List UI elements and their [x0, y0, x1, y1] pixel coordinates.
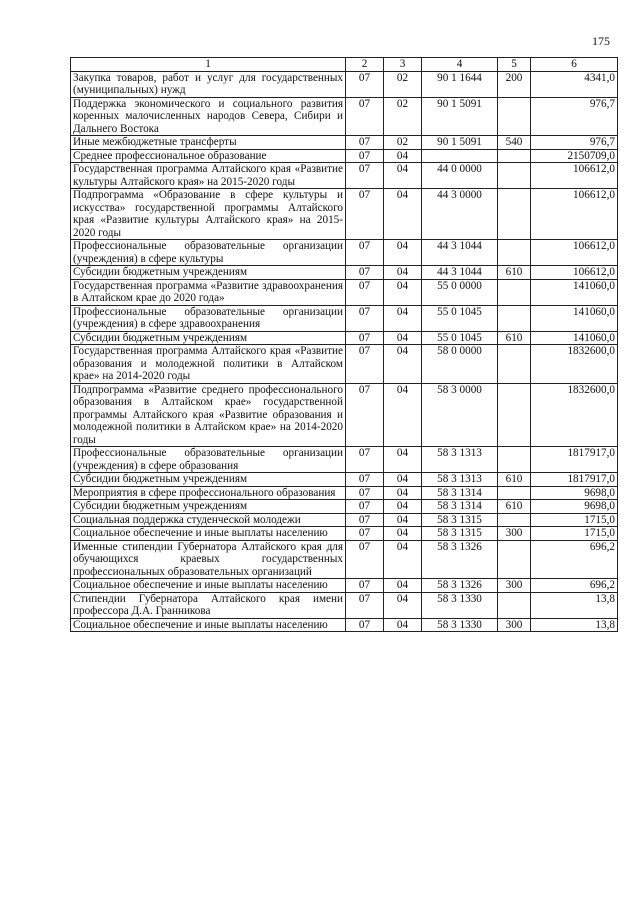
- row-name-cell: Государственная программа Алтайского края «Развитие культуры Алтайского края» на 2015-2020 годы: [71, 163, 346, 189]
- row-expense-type-cell: [498, 345, 531, 384]
- table-row: [71, 240, 618, 266]
- row-target-item-cell: 44 3 0000: [422, 189, 498, 240]
- row-subsection-cell: 04: [384, 447, 422, 473]
- table-row: [71, 345, 618, 384]
- row-subsection-cell: 04: [384, 189, 422, 240]
- row-amount-cell: 13,8: [531, 618, 618, 632]
- row-subsection-cell: 04: [384, 473, 422, 487]
- table-row: [71, 592, 618, 618]
- row-expense-type-cell: [498, 163, 531, 189]
- row-name-cell: Субсидии бюджетным учреждениям: [71, 266, 346, 280]
- table-row: [71, 149, 618, 163]
- row-amount-cell: 141060,0: [531, 305, 618, 331]
- row-name-cell: Иные межбюджетные трансферты: [71, 136, 346, 150]
- table-row: [71, 305, 618, 331]
- table-body: [71, 71, 618, 632]
- row-amount-cell: 1817917,0: [531, 447, 618, 473]
- header-cell-2: 2: [346, 58, 384, 72]
- row-subsection-cell: 04: [384, 579, 422, 593]
- row-amount-cell: 1715,0: [531, 513, 618, 527]
- row-name-cell: Социальное обеспечение и иные выплаты населению: [71, 618, 346, 632]
- row-name-cell: Субсидии бюджетным учреждениям: [71, 331, 346, 345]
- row-name-cell: Стипендии Губернатора Алтайского края имени профессора Д.А. Гранникова: [71, 592, 346, 618]
- table-row: [71, 331, 618, 345]
- row-section-cell: 07: [346, 486, 384, 500]
- row-subsection-cell: 04: [384, 527, 422, 541]
- row-amount-cell: 13,8: [531, 592, 618, 618]
- row-section-cell: 07: [346, 592, 384, 618]
- row-subsection-cell: 04: [384, 305, 422, 331]
- row-name-cell: Социальное обеспечение и иные выплаты населению: [71, 527, 346, 541]
- row-expense-type-cell: 610: [498, 266, 531, 280]
- row-amount-cell: 141060,0: [531, 331, 618, 345]
- row-name-cell: Закупка товаров, работ и услуг для государственных (муниципальных) нужд: [71, 71, 346, 97]
- table-row: [71, 618, 618, 632]
- header-cell-1: 1: [71, 58, 346, 72]
- table-row: [71, 136, 618, 150]
- row-target-item-cell: 58 3 1313: [422, 447, 498, 473]
- row-section-cell: 07: [346, 331, 384, 345]
- row-target-item-cell: 58 3 1314: [422, 486, 498, 500]
- row-expense-type-cell: [498, 513, 531, 527]
- row-target-item-cell: 58 3 1330: [422, 618, 498, 632]
- row-target-item-cell: 58 3 1315: [422, 527, 498, 541]
- row-amount-cell: 106612,0: [531, 163, 618, 189]
- row-subsection-cell: 04: [384, 163, 422, 189]
- row-name-cell: Среднее профессиональное образование: [71, 149, 346, 163]
- row-name-cell: Именные стипендии Губернатора Алтайского края для обучающихся краевых государственных профессиональных образовательных организаций: [71, 540, 346, 579]
- row-expense-type-cell: [498, 149, 531, 163]
- row-expense-type-cell: 540: [498, 136, 531, 150]
- row-name-cell: Социальная поддержка студенческой молодежи: [71, 513, 346, 527]
- row-expense-type-cell: 200: [498, 71, 531, 97]
- row-name-cell: Субсидии бюджетным учреждениям: [71, 473, 346, 487]
- row-subsection-cell: 02: [384, 71, 422, 97]
- row-amount-cell: 106612,0: [531, 189, 618, 240]
- row-amount-cell: 696,2: [531, 579, 618, 593]
- row-amount-cell: 976,7: [531, 97, 618, 136]
- row-amount-cell: 141060,0: [531, 279, 618, 305]
- row-subsection-cell: 04: [384, 345, 422, 384]
- row-name-cell: Субсидии бюджетным учреждениям: [71, 500, 346, 514]
- row-expense-type-cell: [498, 279, 531, 305]
- row-expense-type-cell: 300: [498, 527, 531, 541]
- header-cell-4: 4: [422, 58, 498, 72]
- header-cell-5: 5: [498, 58, 531, 72]
- table-row: [71, 163, 618, 189]
- row-section-cell: 07: [346, 513, 384, 527]
- table-row: [71, 279, 618, 305]
- row-section-cell: 07: [346, 579, 384, 593]
- table-row: [71, 540, 618, 579]
- row-expense-type-cell: [498, 383, 531, 447]
- row-section-cell: 07: [346, 527, 384, 541]
- row-section-cell: 07: [346, 266, 384, 280]
- table-row: [71, 513, 618, 527]
- row-subsection-cell: 04: [384, 266, 422, 280]
- row-target-item-cell: 90 1 5091: [422, 136, 498, 150]
- row-expense-type-cell: 610: [498, 331, 531, 345]
- table-row: [71, 579, 618, 593]
- row-expense-type-cell: 300: [498, 618, 531, 632]
- header-cell-3: 3: [384, 58, 422, 72]
- row-target-item-cell: [422, 149, 498, 163]
- budget-table: [70, 57, 618, 632]
- row-section-cell: 07: [346, 136, 384, 150]
- row-subsection-cell: 04: [384, 513, 422, 527]
- row-target-item-cell: 58 0 0000: [422, 345, 498, 384]
- row-amount-cell: 976,7: [531, 136, 618, 150]
- row-section-cell: 07: [346, 163, 384, 189]
- row-expense-type-cell: [498, 189, 531, 240]
- row-name-cell: Подпрограмма «Образование в сфере культуры и искусства» государственной программы Алтайского края «Развитие культуры Алтайского края» на 2015-2020 годы: [71, 189, 346, 240]
- row-name-cell: Социальное обеспечение и иные выплаты населению: [71, 579, 346, 593]
- row-expense-type-cell: 610: [498, 500, 531, 514]
- row-section-cell: 07: [346, 305, 384, 331]
- row-expense-type-cell: [498, 97, 531, 136]
- row-section-cell: 07: [346, 149, 384, 163]
- row-subsection-cell: 04: [384, 149, 422, 163]
- header-row: [71, 58, 618, 72]
- row-section-cell: 07: [346, 447, 384, 473]
- row-subsection-cell: 04: [384, 618, 422, 632]
- table-row: [71, 500, 618, 514]
- row-expense-type-cell: [498, 447, 531, 473]
- row-subsection-cell: 04: [384, 500, 422, 514]
- row-amount-cell: 1715,0: [531, 527, 618, 541]
- row-expense-type-cell: [498, 240, 531, 266]
- row-amount-cell: 696,2: [531, 540, 618, 579]
- row-section-cell: 07: [346, 500, 384, 514]
- row-section-cell: 07: [346, 618, 384, 632]
- row-name-cell: Государственная программа Алтайского края «Развитие образования и молодежной политики в Алтайском крае» на 2014-2020 годы: [71, 345, 346, 384]
- row-target-item-cell: 44 3 1044: [422, 266, 498, 280]
- row-target-item-cell: 58 3 1314: [422, 500, 498, 514]
- row-subsection-cell: 04: [384, 486, 422, 500]
- row-section-cell: 07: [346, 189, 384, 240]
- row-amount-cell: 106612,0: [531, 240, 618, 266]
- row-subsection-cell: 02: [384, 97, 422, 136]
- row-target-item-cell: 44 3 1044: [422, 240, 498, 266]
- row-target-item-cell: 90 1 5091: [422, 97, 498, 136]
- row-expense-type-cell: [498, 592, 531, 618]
- row-expense-type-cell: [498, 305, 531, 331]
- row-subsection-cell: 04: [384, 331, 422, 345]
- row-target-item-cell: 55 0 1045: [422, 305, 498, 331]
- row-target-item-cell: 58 3 0000: [422, 383, 498, 447]
- row-name-cell: Мероприятия в сфере профессионального образования: [71, 486, 346, 500]
- row-target-item-cell: 44 0 0000: [422, 163, 498, 189]
- row-target-item-cell: 58 3 1326: [422, 579, 498, 593]
- table-row: [71, 486, 618, 500]
- row-amount-cell: 9698,0: [531, 500, 618, 514]
- row-amount-cell: 2150709,0: [531, 149, 618, 163]
- table-row: [71, 266, 618, 280]
- row-expense-type-cell: 300: [498, 579, 531, 593]
- row-subsection-cell: 04: [384, 383, 422, 447]
- row-section-cell: 07: [346, 345, 384, 384]
- table-row: [71, 527, 618, 541]
- row-name-cell: Государственная программа «Развитие здравоохранения в Алтайском крае до 2020 года»: [71, 279, 346, 305]
- row-name-cell: Профессиональные образовательные организации (учреждения) в сфере образования: [71, 447, 346, 473]
- row-subsection-cell: 04: [384, 592, 422, 618]
- row-target-item-cell: 55 0 0000: [422, 279, 498, 305]
- row-expense-type-cell: [498, 486, 531, 500]
- row-section-cell: 07: [346, 279, 384, 305]
- table-row: [71, 189, 618, 240]
- row-section-cell: 07: [346, 97, 384, 136]
- table-row: [71, 97, 618, 136]
- header-cell-6: 6: [531, 58, 618, 72]
- row-subsection-cell: 04: [384, 240, 422, 266]
- row-section-cell: 07: [346, 540, 384, 579]
- row-subsection-cell: 04: [384, 540, 422, 579]
- table-row: [71, 383, 618, 447]
- row-section-cell: 07: [346, 71, 384, 97]
- row-section-cell: 07: [346, 473, 384, 487]
- row-name-cell: Профессиональные образовательные организации (учреждения) в сфере здравоохранения: [71, 305, 346, 331]
- table-row: [71, 473, 618, 487]
- row-amount-cell: 1832600,0: [531, 383, 618, 447]
- page-number: 175: [592, 34, 610, 48]
- row-expense-type-cell: 610: [498, 473, 531, 487]
- row-target-item-cell: 55 0 1045: [422, 331, 498, 345]
- row-amount-cell: 1832600,0: [531, 345, 618, 384]
- row-name-cell: Подпрограмма «Развитие среднего профессионального образования в Алтайском крае» государственной программы Алтайского края «Развитие образования и молодежной политики в Алтайском крае» на 2014-2020 годы: [71, 383, 346, 447]
- row-subsection-cell: 04: [384, 279, 422, 305]
- row-amount-cell: 4341,0: [531, 71, 618, 97]
- row-subsection-cell: 02: [384, 136, 422, 150]
- row-section-cell: 07: [346, 240, 384, 266]
- table-row: [71, 447, 618, 473]
- row-name-cell: Поддержка экономического и социального развития коренных малочисленных народов Севера, Сибири и Дальнего Востока: [71, 97, 346, 136]
- row-target-item-cell: 58 3 1326: [422, 540, 498, 579]
- row-target-item-cell: 58 3 1315: [422, 513, 498, 527]
- table-row: [71, 71, 618, 97]
- row-expense-type-cell: [498, 540, 531, 579]
- row-section-cell: 07: [346, 383, 384, 447]
- row-target-item-cell: 58 3 1330: [422, 592, 498, 618]
- row-amount-cell: 1817917,0: [531, 473, 618, 487]
- row-target-item-cell: 58 3 1313: [422, 473, 498, 487]
- row-target-item-cell: 90 1 1644: [422, 71, 498, 97]
- row-amount-cell: 9698,0: [531, 486, 618, 500]
- row-name-cell: Профессиональные образовательные организации (учреждения) в сфере культуры: [71, 240, 346, 266]
- row-amount-cell: 106612,0: [531, 266, 618, 280]
